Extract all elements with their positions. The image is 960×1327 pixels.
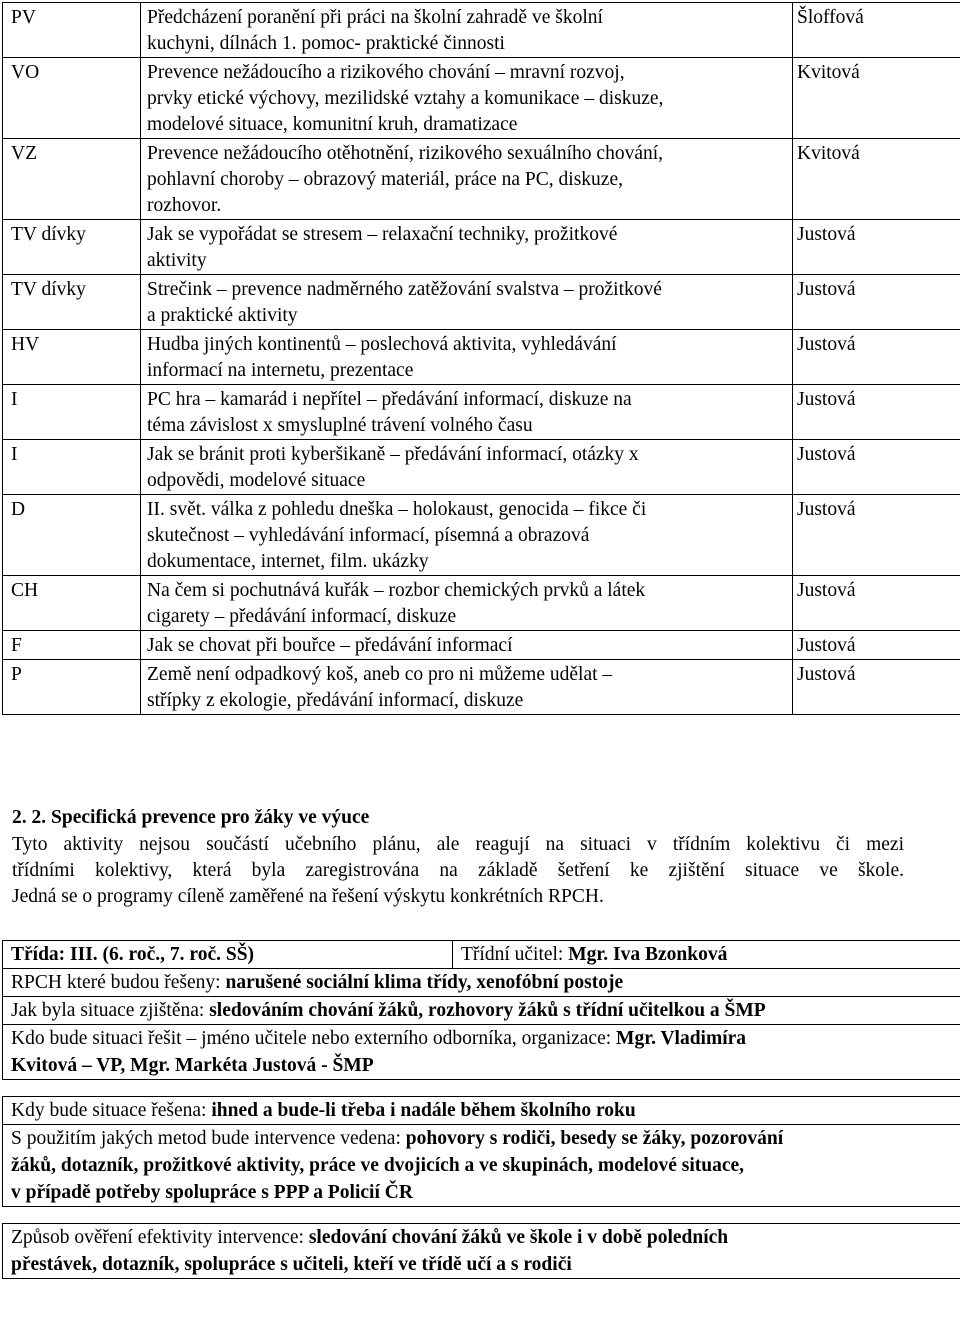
activity-row — [3, 330, 960, 385]
activity-cell — [141, 440, 793, 495]
activity-cell — [141, 631, 793, 660]
activity-row — [3, 495, 960, 576]
activity-line: pohlavní choroby – obrazový materiál, práce na PC, diskuze, — [147, 169, 623, 190]
methods-value-cont: žáků, dotazník, prožitkové aktivity, práce ve dvojicích a ve skupinách, modelové situace, — [11, 1155, 745, 1176]
teacher-cell: Justová — [793, 385, 960, 440]
methods-value-cont: v případě potřeby spolupráce s PPP a Policií ČR — [11, 1182, 413, 1203]
rpch-label: RPCH které budou řešeny: — [11, 972, 226, 993]
subject-cell: I — [3, 385, 141, 440]
methods-value: pohovory s rodiči, besedy se žáky, pozorování — [405, 1128, 784, 1149]
activity-line: odpovědi, modelové situace — [147, 470, 366, 491]
verify-row — [3, 1224, 960, 1279]
found-label: Jak byla situace zjištěna: — [11, 1000, 210, 1021]
subject-cell: I — [3, 440, 141, 495]
teacher-label: Třídní učitel: — [461, 944, 569, 965]
activity-line: Jak se chovat při bouřce – předávání informací — [147, 635, 513, 656]
activity-row — [3, 385, 960, 440]
activity-line: Prevence nežádoucího a rizikového chování – mravní rozvoj, — [147, 62, 625, 83]
activity-row — [3, 3, 960, 58]
subject-cell: TV dívky — [3, 275, 141, 330]
rpch-value: narušené sociální klima třídy, xenofóbní postoje — [225, 972, 624, 993]
activity-line: PC hra – kamarád i nepřítel – předávání informací, diskuze na — [147, 389, 632, 410]
who-value: Mgr. Vladimíra — [616, 1028, 747, 1049]
activity-line: téma závislost x smysluplné trávení volného času — [147, 415, 533, 436]
activity-line: informací na internetu, prezentace — [147, 360, 414, 381]
activity-cell — [141, 3, 793, 58]
activity-line: aktivity — [147, 250, 207, 271]
subject-cell: VO — [3, 58, 141, 139]
activity-line: II. svět. válka z pohledu dneška – holokaust, genocida – fikce či — [147, 499, 647, 520]
activity-cell — [141, 576, 793, 631]
activity-line: a praktické aktivity — [147, 305, 298, 326]
activity-line: Na čem si pochutnává kuřák – rozbor chemických prvků a látek — [147, 580, 646, 601]
activity-line: Jak se bránit proti kyberšikaně – předávání informací, otázky x — [147, 444, 639, 465]
subject-cell: VZ — [3, 139, 141, 220]
activity-cell — [141, 330, 793, 385]
activities-table — [2, 2, 960, 715]
activity-line: prvky etické výchovy, mezilidské vztahy a komunikace – diskuze, — [147, 88, 664, 109]
activity-row — [3, 440, 960, 495]
activity-row — [3, 275, 960, 330]
activity-cell — [141, 139, 793, 220]
activity-line: rozhovor. — [147, 195, 222, 216]
found-value: sledováním chování žáků, rozhovory žáků s třídní učitelkou a ŠMP — [209, 1000, 766, 1021]
teacher-cell: Kvitová — [793, 58, 960, 139]
who-value-cont: Kvitová – VP, Mgr. Markéta Justová - ŠMP — [11, 1055, 374, 1076]
activity-line: skutečnost – vyhledávání informací, písemná a obrazová — [147, 525, 590, 546]
activity-line: Strečink – prevence nadměrného zatěžování svalstva – prožitkové — [147, 279, 662, 300]
activity-cell — [141, 660, 793, 715]
teacher-cell: Justová — [793, 495, 960, 576]
activity-row — [3, 631, 960, 660]
activity-line: střípky z ekologie, předávání informací, diskuze — [147, 690, 524, 711]
activity-cell — [141, 275, 793, 330]
class-info-table — [2, 940, 960, 1279]
activity-line: kuchyni, dílnách 1. pomoc- praktické činnosti — [147, 33, 505, 54]
teacher-cell: Justová — [793, 440, 960, 495]
verify-value: sledování chování žáků ve škole i v době poledních — [308, 1227, 729, 1248]
found-row — [3, 997, 960, 1025]
subject-cell: TV dívky — [3, 220, 141, 275]
when-label: Kdy bude situace řešena: — [11, 1100, 212, 1121]
paragraph-line: Tyto aktivity nejsou součástí učebního plánu, ale reagují na situaci v třídním kolektivu či mezi — [12, 834, 904, 855]
section-title: 2. 2. Specifická prevence pro žáky ve výuce — [12, 807, 370, 828]
activity-cell — [141, 220, 793, 275]
verify-value-cont: přestávek, dotazník, spolupráce s učiteli, kteří ve třídě učí a s rodiči — [11, 1254, 572, 1275]
activity-line: cigarety – předávání informací, diskuze — [147, 606, 457, 627]
activity-row — [3, 220, 960, 275]
activity-line: Země není odpadkový koš, aneb co pro ni můžeme udělat – — [147, 664, 613, 685]
activity-line: Předcházení poranění při práci na školní zahradě ve školní — [147, 7, 603, 28]
activity-row — [3, 576, 960, 631]
activity-row — [3, 139, 960, 220]
activity-line: dokumentace, internet, film. ukázky — [147, 551, 429, 572]
teacher-name: Mgr. Iva Bzonková — [568, 944, 728, 965]
class-teacher — [453, 941, 960, 969]
subject-cell: F — [3, 631, 141, 660]
activity-line: modelové situace, komunitní kruh, dramatizace — [147, 114, 518, 135]
teacher-cell: Justová — [793, 631, 960, 660]
activity-line: Jak se vypořádat se stresem – relaxační techniky, prožitkové — [147, 224, 618, 245]
teacher-cell: Justová — [793, 330, 960, 385]
subject-cell: HV — [3, 330, 141, 385]
activity-row — [3, 660, 960, 715]
activity-line: Hudba jiných kontinentů – poslechová aktivita, vyhledávání — [147, 334, 617, 355]
paragraph-line: třídními kolektivy, která byla zaregistrována na základě šetření ke zjištění situace ve škole. — [12, 860, 904, 881]
when-row — [3, 1097, 960, 1125]
verify-label: Způsob ověření efektivity intervence: — [11, 1227, 309, 1248]
activity-cell — [141, 385, 793, 440]
who-row — [3, 1025, 960, 1080]
teacher-cell: Justová — [793, 275, 960, 330]
who-label: Kdo bude situaci řešit – jméno učitele nebo externího odborníka, organizace: — [11, 1028, 617, 1049]
when-value: ihned a bude-li třeba i nadále během školního roku — [211, 1100, 636, 1121]
teacher-cell: Justová — [793, 220, 960, 275]
activity-row — [3, 58, 960, 139]
activity-cell — [141, 58, 793, 139]
teacher-cell: Šloffová — [793, 3, 960, 58]
teacher-cell: Kvitová — [793, 139, 960, 220]
activity-line: Prevence nežádoucího otěhotnění, rizikového sexuálního chování, — [147, 143, 664, 164]
row-spacer — [3, 1207, 960, 1224]
methods-row — [3, 1125, 960, 1207]
teacher-cell: Justová — [793, 576, 960, 631]
section-paragraph — [12, 832, 904, 910]
teacher-cell: Justová — [793, 660, 960, 715]
subject-cell: P — [3, 660, 141, 715]
subject-cell: PV — [3, 3, 141, 58]
methods-label: S použitím jakých metod bude intervence vedena: — [11, 1128, 406, 1149]
activity-cell — [141, 495, 793, 576]
paragraph-line: Jedná se o programy cíleně zaměřené na řešení výskytu konkrétních RPCH. — [12, 886, 604, 907]
subject-cell: CH — [3, 576, 141, 631]
class-label: Třída: III. (6. roč., 7. roč. SŠ) — [3, 941, 453, 969]
subject-cell: D — [3, 495, 141, 576]
rpch-row — [3, 969, 960, 997]
row-spacer — [3, 1080, 960, 1097]
